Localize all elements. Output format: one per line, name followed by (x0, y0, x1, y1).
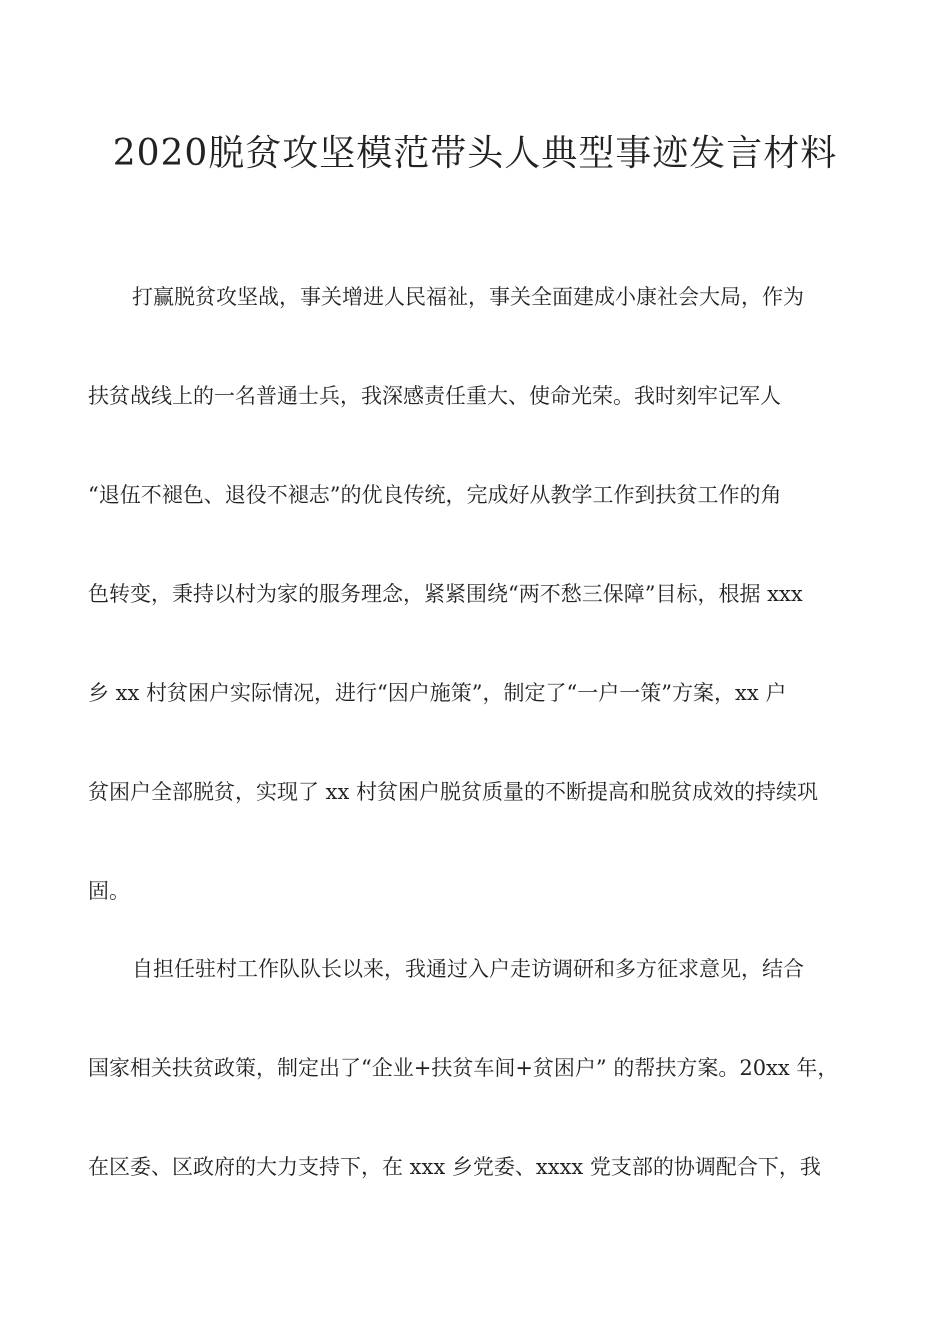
paragraph-1-line-3: “退伍不褪色、退役不褪志”的优良传统，完成好从教学工作到扶贫工作的角 (88, 483, 782, 507)
paragraph-1-line-7: 固。 (88, 879, 130, 903)
paragraph-1-line-4: 色转变，秉持以村为家的服务理念，紧紧围绕“两不愁三保障”目标，根据 xxx (88, 582, 803, 606)
paragraph-1-line-2: 扶贫战线上的一名普通士兵，我深感责任重大、使命光荣。我时刻牢记军人 (88, 384, 781, 408)
paragraph-1-line-6: 贫困户全部脱贫，实现了 xx 村贫困户脱贫质量的不断提高和脱贫成效的持续巩 (88, 780, 819, 804)
paragraph-1-line-1: 打赢脱贫攻坚战，事关增进人民福祉，事关全面建成小康社会大局，作为 (132, 285, 804, 309)
paragraph-2-line-2: 国家相关扶贫政策，制定出了“企业+扶贫车间+贫困户” 的帮扶方案。20xx 年， (88, 1056, 839, 1080)
paragraph-2-line-1: 自担任驻村工作队队长以来，我通过入户走访调研和多方征求意见，结合 (132, 957, 804, 981)
paragraph-2-line-3: 在区委、区政府的大力支持下，在 xxx 乡党委、xxxx 党支部的协调配合下，我 (88, 1155, 821, 1179)
document-title: 2020脱贫攻坚模范带头人典型事迹发言材料 (112, 133, 838, 174)
paragraph-1-line-5: 乡 xx 村贫困户实际情况，进行“因户施策”，制定了“一户一策”方案，xx 户 (88, 681, 787, 705)
